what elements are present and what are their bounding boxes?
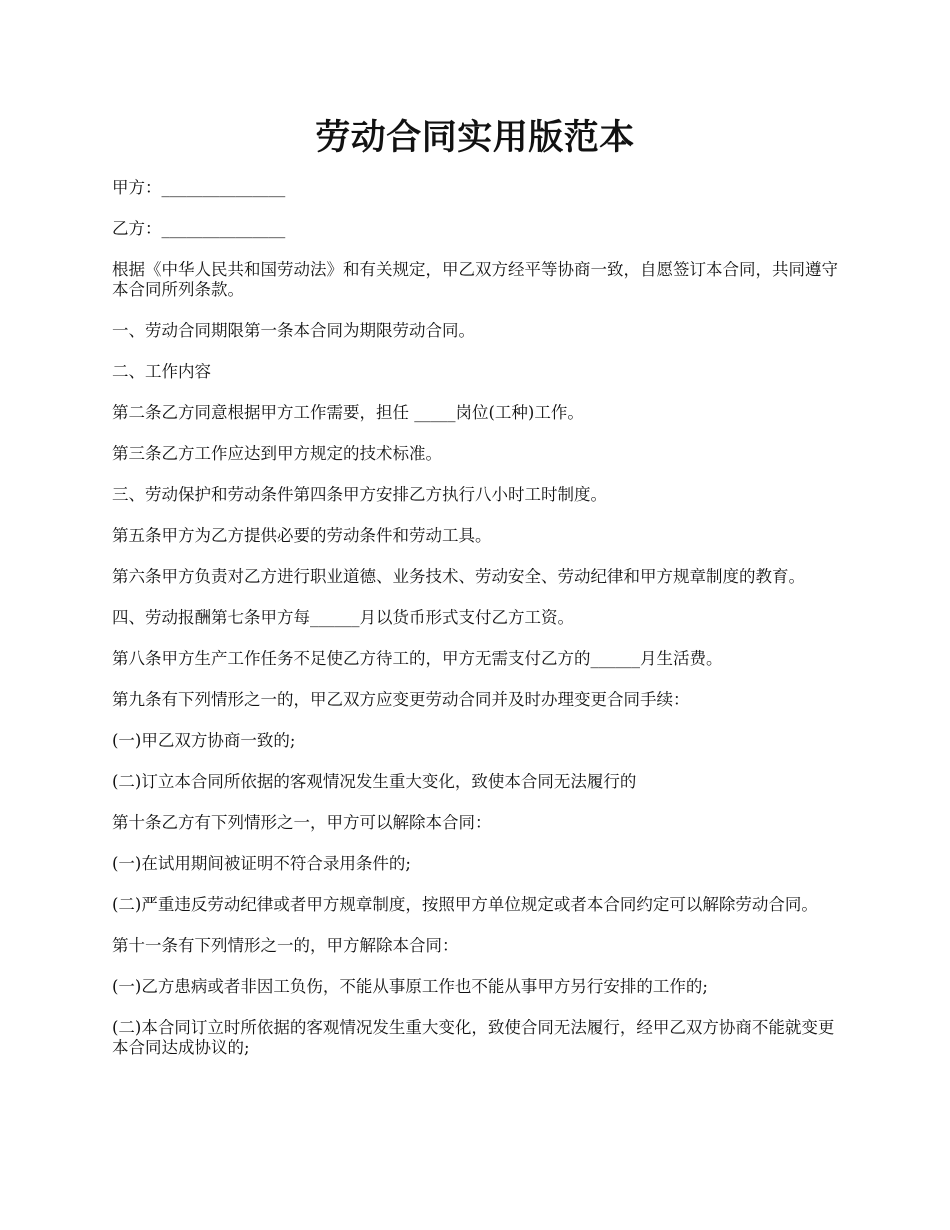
article-5: 第五条甲方为乙方提供必要的劳动条件和劳动工具。 xyxy=(112,526,492,545)
article-11-item-1: (一)乙方患病或者非因工负伤，不能从事原工作也不能从事甲方另行安排的工作的; xyxy=(112,977,708,996)
section-1-term: 一、劳动合同期限第一条本合同为期限劳动合同。 xyxy=(112,321,475,340)
article-6: 第六条甲方负责对乙方进行职业道德、业务技术、劳动安全、劳动纪律和甲方规章制度的教育。 xyxy=(112,567,805,586)
section-3-article-4: 三、劳动保护和劳动条件第四条甲方安排乙方执行八小时工时制度。 xyxy=(112,485,607,504)
article-9-item-1: (一)甲乙双方协商一致的; xyxy=(112,731,296,750)
article-2: 第二条乙方同意根据甲方工作需要，担任 _____岗位(工种)工作。 xyxy=(112,403,584,422)
article-9-item-2: (二)订立本合同所依据的客观情况发生重大变化，致使本合同无法履行的 xyxy=(112,772,637,791)
preamble-paragraph: 根据《中华人民共和国劳动法》和有关规定，甲乙双方经平等协商一致，自愿签订本合同，共同遵守本合同所列条款。 xyxy=(112,260,838,299)
article-10-item-1: (一)在试用期间被证明不符合录用条件的; xyxy=(112,854,411,873)
party-a-line: 甲方：_______________ xyxy=(112,178,286,197)
article-10-item-2: (二)严重违反劳动纪律或者甲方规章制度，按照甲方单位规定或者本合同约定可以解除劳动合同。 xyxy=(112,895,818,914)
article-11-item-2: (二)本合同订立时所依据的客观情况发生重大变化，致使合同无法履行，经甲乙双方协商不能就变更本合同达成协议的; xyxy=(112,1018,835,1057)
party-b-line: 乙方：_______________ xyxy=(112,219,286,238)
section-2-heading: 二、工作内容 xyxy=(112,362,211,381)
document-title: 劳动合同实用版范本 xyxy=(315,117,635,158)
article-10: 第十条乙方有下列情形之一，甲方可以解除本合同： xyxy=(112,813,492,832)
article-8: 第八条甲方生产工作任务不足使乙方待工的，甲方无需支付乙方的______月生活费。 xyxy=(112,649,723,668)
article-9: 第九条有下列情形之一的，甲乙双方应变更劳动合同并及时办理变更合同手续： xyxy=(112,690,690,709)
article-3: 第三条乙方工作应达到甲方规定的技术标准。 xyxy=(112,444,442,463)
document-body xyxy=(112,178,848,1077)
section-4-article-7: 四、劳动报酬第七条甲方每______月以货币形式支付乙方工资。 xyxy=(112,608,574,627)
article-11: 第十一条有下列情形之一的，甲方解除本合同： xyxy=(112,936,459,955)
